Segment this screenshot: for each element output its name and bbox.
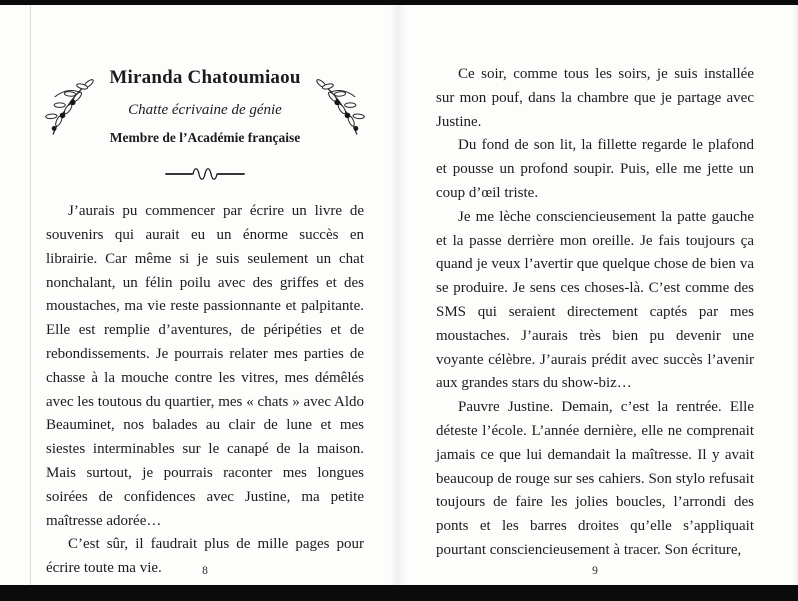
- body-paragraph: J’aurais pu commencer par écrire un livre de souvenirs qui aurait eu un énorme succès en librairie. Car même si je suis seulement un chat nonchalant, un félin poilu avec des griffes et des moustaches, ma vie reste passionnante et palpitante. Elle est remplie d’aventures, de péripéties et de rebondissements. Je pourrais relater mes parties de chasse à la mouche contre les vitres, mes démêlés avec les toutous du quartier, mes « chats » avec Aldo Beauminet, nos balades au clair de lune et mes siestes interminables sur le canapé de la maison. Mais surtout, je pourrais raconter mes longues soirées de confidences avec Justine, ma petite maîtresse adorée…: [46, 203, 364, 529]
- right-page-body: [436, 63, 754, 563]
- body-paragraph: Ce soir, comme tous les soirs, je suis installée sur mon pouf, dans la chambre que je partage avec Justine.: [436, 66, 754, 130]
- author-subtitle: Chatte écrivaine de génie: [128, 101, 282, 118]
- bottom-frame-bar: [0, 585, 798, 601]
- body-paragraph: Je me lèche consciencieusement la patte gauche et la passe derrière mon oreille. Je fais toujours ça quand je veux l’avertir que quelque chose de bien va se produire. Je sens ces choses-là. C’est comme des SMS qui seraient directement captés par mes moustaches. J’aurais très bien pu devenir une voyante célèbre. J’aurais prédit avec succès l’avenir aux grandes stars du show-biz…: [436, 208, 754, 392]
- author-role: Membre de l’Académie française: [109, 130, 301, 146]
- author-name-title: Miranda Chatoumiaou: [109, 67, 301, 88]
- chapter-header-text: [102, 67, 308, 146]
- scribble-divider-icon: [46, 166, 364, 184]
- body-paragraph: Pauvre Justine. Demain, c’est la rentrée. Elle déteste l’école. L’année dernière, elle ne comprenait jamais ce que lui demandait la maîtresse. Il y avait beaucoup de rouge sur ses cahiers. Son stylo refusait toujours de faire les jolies boucles, l’arrondi des ponts et les barres droites qu’elle s’appliquait pourtant consciencieusement à tracer. Son écriture,: [436, 399, 754, 558]
- left-page: [46, 5, 364, 585]
- page-number: 8: [202, 565, 208, 577]
- olive-branch-icon: [42, 73, 98, 141]
- chapter-header: [46, 67, 364, 146]
- body-paragraph: C’est sûr, il faudrait plus de mille pages pour écrire toute ma vie.: [46, 536, 364, 577]
- page-gutter-shadow: [390, 5, 406, 585]
- body-paragraph: Du fond de son lit, la fillette regarde le plafond et pousse un profond soupir. Puis, elle me jette un coup d’œil triste.: [436, 137, 754, 201]
- right-page: [436, 5, 754, 585]
- page-edge-line: [30, 5, 31, 585]
- page-number: 9: [592, 565, 598, 577]
- olive-branch-icon: [312, 73, 368, 141]
- left-page-body: [46, 200, 364, 581]
- right-edge-shade: [792, 5, 798, 585]
